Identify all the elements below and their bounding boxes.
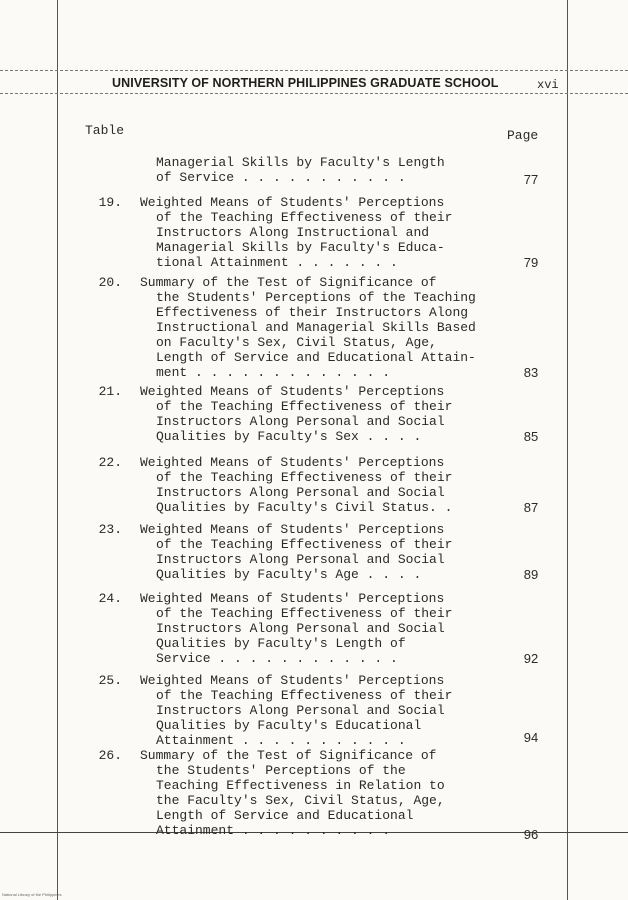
entry-line: Weighted Means of Students' Perceptions bbox=[140, 673, 445, 688]
entry-line: of the Teaching Effectiveness of their bbox=[156, 470, 453, 485]
entry-line: Managerial Skills by Faculty's Educa- bbox=[156, 240, 445, 255]
entry-line: tional Attainment . . . . . . . bbox=[156, 255, 398, 270]
entry-line: Qualities by Faculty's Educational bbox=[156, 718, 422, 733]
entry-page: 94 bbox=[523, 730, 539, 745]
entry-line: of the Teaching Effectiveness of their bbox=[156, 399, 453, 414]
entry-line: Instructors Along Instructional and bbox=[156, 225, 430, 240]
entry-page: 92 bbox=[523, 651, 539, 666]
entry-line: Summary of the Test of Significance of bbox=[140, 275, 437, 290]
entry-page: 77 bbox=[523, 172, 539, 187]
entry-line: Qualities by Faculty's Sex . . . . bbox=[156, 429, 422, 444]
table-column-label: Table bbox=[85, 123, 125, 138]
entry-number: 24. bbox=[98, 591, 122, 606]
roman-page-number: xvi bbox=[537, 78, 559, 92]
header-top-rule bbox=[0, 70, 628, 71]
entry-number: 20. bbox=[98, 275, 122, 290]
entry-number: 26. bbox=[98, 748, 122, 763]
entry-line: Weighted Means of Students' Perceptions bbox=[140, 195, 445, 210]
left-margin-line bbox=[57, 0, 58, 900]
entry-number: 22. bbox=[98, 455, 122, 470]
entry-line: of the Teaching Effectiveness of their bbox=[156, 537, 453, 552]
entry-line: Instructors Along Personal and Social bbox=[156, 485, 445, 500]
entry-line: Instructors Along Personal and Social bbox=[156, 703, 445, 718]
entry-line: Qualities by Faculty's Civil Status. . bbox=[156, 500, 453, 515]
entry-line: Attainment . . . . . . . . . . bbox=[156, 823, 391, 838]
entry-line: Teaching Effectiveness in Relation to bbox=[156, 778, 445, 793]
institution-header: UNIVERSITY OF NORTHERN PHILIPPINES GRADUATE SCHOOL bbox=[112, 76, 499, 90]
entry-line: the Students' Perceptions of the bbox=[156, 763, 406, 778]
entry-line: Length of Service and Educational Attain- bbox=[156, 350, 476, 365]
entry-line: Length of Service and Educational bbox=[156, 808, 414, 823]
entry-number: 23. bbox=[98, 522, 122, 537]
entry-line: of the Teaching Effectiveness of their bbox=[156, 210, 453, 225]
scan-footer: National Library of the Philippines bbox=[2, 892, 62, 897]
entry-line: Weighted Means of Students' Perceptions bbox=[140, 522, 445, 537]
entry-line: Effectiveness of their Instructors Along bbox=[156, 305, 469, 320]
entry-line: ment . . . . . . . . . . . . . bbox=[156, 365, 391, 380]
entry-line: Instructors Along Personal and Social bbox=[156, 414, 445, 429]
header-bottom-rule bbox=[0, 93, 628, 94]
entry-page: 87 bbox=[523, 500, 539, 515]
right-margin-line bbox=[567, 0, 568, 900]
entry-page: 85 bbox=[523, 429, 539, 444]
entry-line: Weighted Means of Students' Perceptions bbox=[140, 455, 445, 470]
entry-line: Instructors Along Personal and Social bbox=[156, 552, 445, 567]
entry-line: the Students' Perceptions of the Teaching bbox=[156, 290, 476, 305]
entry-line: of the Teaching Effectiveness of their bbox=[156, 606, 453, 621]
entry-line: Qualities by Faculty's Age . . . . bbox=[156, 567, 422, 582]
entry-line: the Faculty's Sex, Civil Status, Age, bbox=[156, 793, 445, 808]
entry-page: 83 bbox=[523, 365, 539, 380]
entry-line: Weighted Means of Students' Perceptions bbox=[140, 591, 445, 606]
entry-number: 19. bbox=[98, 195, 122, 210]
entry-page: 96 bbox=[523, 827, 539, 842]
entry-number: 25. bbox=[98, 673, 122, 688]
entry-line: Instructional and Managerial Skills Based bbox=[156, 320, 476, 335]
entry-line: of the Teaching Effectiveness of their bbox=[156, 688, 453, 703]
entry-line: Attainment . . . . . . . . . . . bbox=[156, 733, 406, 748]
entry-line: Instructors Along Personal and Social bbox=[156, 621, 445, 636]
entry-line: Qualities by Faculty's Length of bbox=[156, 636, 406, 651]
entry-line: Summary of the Test of Significance of bbox=[140, 748, 437, 763]
entry-line: of Service . . . . . . . . . . . bbox=[156, 170, 406, 185]
entry-page: 89 bbox=[523, 567, 539, 582]
entry-number: 21. bbox=[98, 384, 122, 399]
entry-line: Service . . . . . . . . . . . . bbox=[156, 651, 398, 666]
entry-line: on Faculty's Sex, Civil Status, Age, bbox=[156, 335, 437, 350]
entry-line: Managerial Skills by Faculty's Length bbox=[156, 155, 445, 170]
entry-line: Weighted Means of Students' Perceptions bbox=[140, 384, 445, 399]
entry-page: 79 bbox=[523, 255, 539, 270]
page-column-label: Page bbox=[507, 128, 539, 143]
